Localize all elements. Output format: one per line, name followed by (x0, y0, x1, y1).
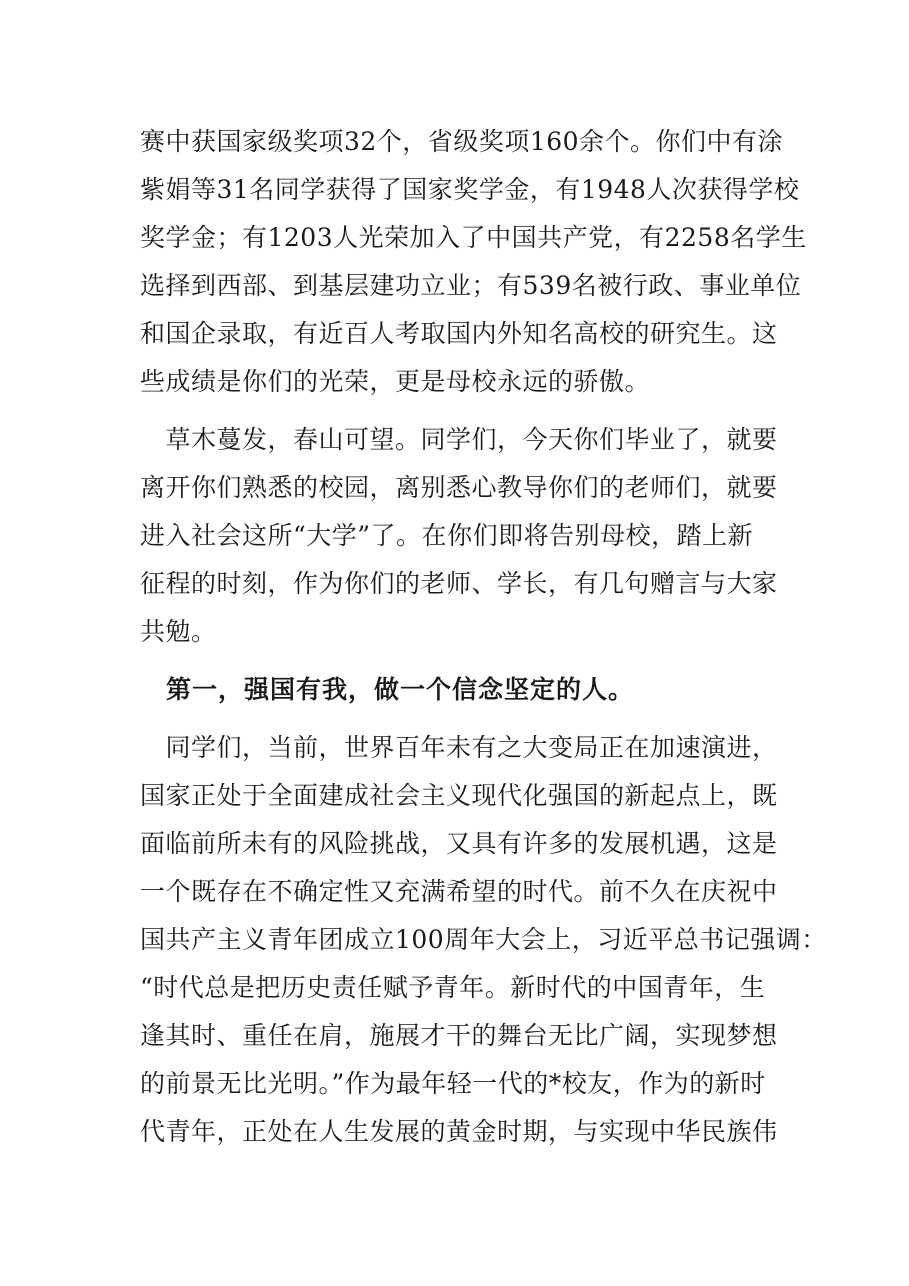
text-line: 草木蔓发，春山可望。同学们，今天你们毕业了，就要 (140, 425, 778, 454)
text-line: 奖学金；有1203人光荣加入了中国共产党，有2258名学生 (140, 223, 807, 252)
text-line: 一个既存在不确定性又充满希望的时代。前不久在庆祝中 (140, 877, 778, 906)
text-line: 些成绩是你们的光荣，更是母校永远的骄傲。 (140, 367, 651, 396)
text-line: 同学们，当前，世界百年未有之大变局正在加速演进， (140, 733, 778, 762)
text-line: 共勉。 (140, 617, 217, 646)
text-line: 国家正处于全面建成社会主义现代化强国的新起点上，既 (140, 781, 778, 810)
text-line: 和国企录取，有近百人考取国内外知名高校的研究生。这 (140, 319, 778, 348)
text-line: 紫娟等31名同学获得了国家奖学金，有1948人次获得学校 (140, 175, 800, 204)
text-line: 赛中获国家级奖项32个，省级奖项160余个。你们中有涂 (140, 127, 784, 156)
text-line: 逢其时、重任在肩，施展才干的舞台无比广阔，实现梦想 (140, 1021, 778, 1050)
text-line: 离开你们熟悉的校园，离别悉心教导你们的老师们，就要 (140, 473, 778, 502)
text-line: 进入社会这所“大学”了。在你们即将告别母校，踏上新 (140, 521, 754, 550)
text-line: 国共产主义青年团成立100周年大会上，习近平总书记强调： (140, 925, 827, 954)
text-line: 选择到西部、到基层建功立业；有539名被行政、事业单位 (140, 271, 802, 300)
section-heading: 第一，强国有我，做一个信念坚定的人。 (140, 675, 635, 704)
text-line: 征程的时刻，作为你们的老师、学长，有几句赠言与大家 (140, 569, 778, 598)
text-line: “时代总是把历史责任赋予青年。新时代的中国青年，生 (140, 973, 766, 1002)
text-line: 面临前所未有的风险挑战，又具有许多的发展机遇，这是 (140, 829, 778, 858)
text-line: 的前景无比光明。”作为最年轻一代的*校友，作为的新时 (140, 1069, 766, 1098)
text-line: 代青年，正处在人生发展的黄金时期，与实现中华民族伟 (140, 1117, 778, 1146)
